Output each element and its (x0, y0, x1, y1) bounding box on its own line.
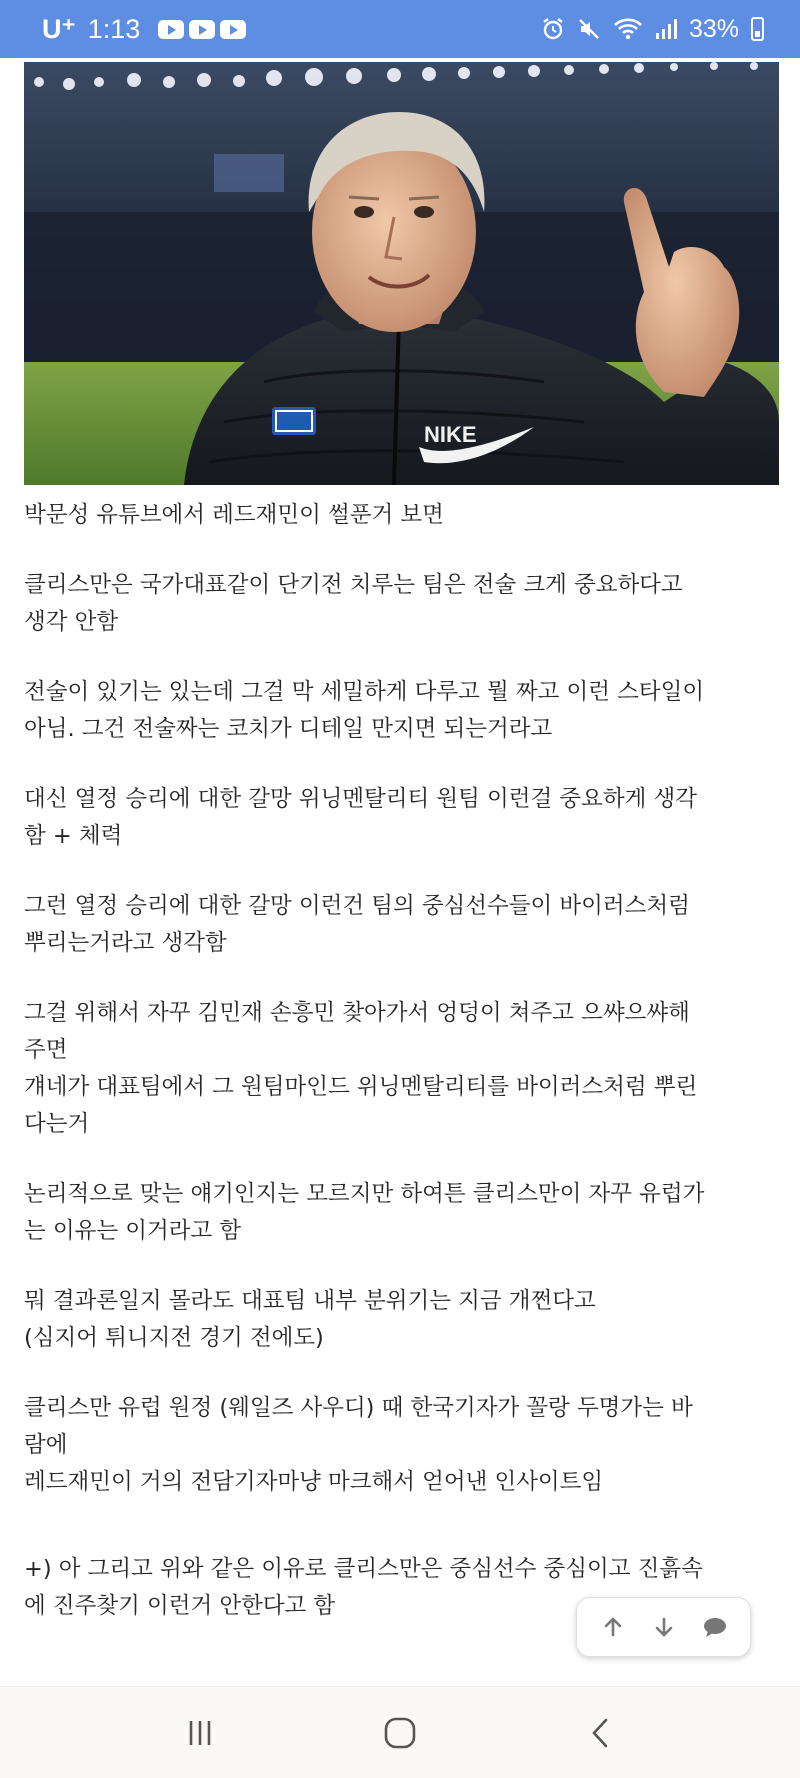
signal-icon (655, 17, 677, 41)
post-text-line: 는 이유는 이거라고 함 (24, 1218, 242, 1244)
jacket-logo-text: NIKE (424, 422, 477, 447)
system-nav-bar (0, 1686, 800, 1778)
post-text-line: 에 진주찾기 이런거 안한다고 함 (24, 1593, 336, 1619)
post-text-line: 그걸 위해서 자꾸 김민재 손흥민 찾아가서 엉덩이 쳐주고 으쌰으쌰해 (24, 1000, 690, 1026)
post-text-line: 박문성 유튜브에서 레드재민이 썰푼거 보면 (24, 502, 444, 528)
alarm-icon (541, 17, 565, 41)
post-text-line: 다는거 (24, 1111, 90, 1137)
arrow-up-icon[interactable] (593, 1607, 633, 1647)
youtube-icon (189, 20, 215, 39)
post-paragraph (24, 1176, 780, 1250)
post-text-line: 걔네가 대표팀에서 그 원팀마인드 위닝멘탈리티를 바이러스처럼 뿌린 (24, 1074, 698, 1100)
post-text-line: 람에 (24, 1432, 68, 1458)
post-text-line: 주면 (24, 1037, 68, 1063)
status-bar-right (541, 15, 764, 44)
post-text-line: 전술이 있기는 있는데 그걸 막 세밀하게 다루고 뭘 짜고 이런 스타일이 (24, 679, 705, 705)
post-text-line: +) 아 그리고 위와 같은 이유로 클리스만은 중심선수 중심이고 진흙속 (24, 1556, 703, 1582)
post-text-line: 레드재민이 거의 전담기자마냥 마크해서 얻어낸 인사이트임 (24, 1469, 604, 1495)
mute-icon (577, 17, 601, 41)
post-text-line: 함 + 체력 (24, 823, 123, 849)
arrow-down-icon[interactable] (644, 1607, 684, 1647)
clock: 1:13 (87, 13, 141, 44)
home-icon[interactable] (370, 1703, 430, 1763)
post-text-line: 생각 안함 (24, 609, 119, 635)
comment-icon[interactable] (695, 1607, 735, 1647)
post-paragraph (24, 497, 780, 534)
post-paragraph (24, 888, 780, 962)
post-paragraph (24, 1283, 780, 1357)
floating-scroll-controls (576, 1597, 751, 1657)
post-text-line: 클리스만은 국가대표같이 단기전 치루는 팀은 전술 크게 중요하다고 (24, 572, 683, 598)
status-bar-left (42, 14, 246, 45)
post-paragraph (24, 674, 780, 748)
post-text-line: 그런 열정 승리에 대한 갈망 이런건 팀의 중심선수들이 바이러스처럼 (24, 893, 690, 919)
post-text-line: 뭐 결과론일지 몰라도 대표팀 내부 분위기는 지금 개쩐다고 (24, 1288, 596, 1314)
post-text-line: 아님. 그건 전술짜는 코치가 디테일 만지면 되는거라고 (24, 716, 553, 742)
youtube-icon (220, 20, 246, 39)
status-bar (0, 0, 800, 58)
carrier-label: U⁺ (42, 13, 76, 44)
post-paragraph (24, 567, 780, 641)
notification-icons (158, 20, 246, 39)
post-paragraph (24, 781, 780, 855)
post-photo (24, 62, 779, 485)
youtube-icon (158, 20, 184, 39)
battery-icon (751, 17, 764, 41)
back-icon[interactable] (570, 1703, 630, 1763)
recent-apps-icon[interactable] (170, 1703, 230, 1763)
wifi-icon (613, 17, 643, 41)
post-text-line: 뿌리는거라고 생각함 (24, 930, 227, 956)
post-text-line: 대신 열정 승리에 대한 갈망 위닝멘탈리티 원팀 이런걸 중요하게 생각 (24, 786, 697, 812)
post-text-line: 논리적으로 맞는 얘기인지는 모르지만 하여튼 클리스만이 자꾸 유럽가 (24, 1181, 705, 1207)
post-paragraph (24, 1390, 780, 1501)
post-text-line: 클리스만 유럽 원정 (웨일즈 사우디) 때 한국기자가 꼴랑 두명가는 바 (24, 1395, 693, 1421)
post-body (24, 497, 780, 1658)
post-paragraph (24, 995, 780, 1143)
battery-percent: 33% (688, 14, 739, 43)
post-text-line: (심지어 튀니지전 경기 전에도) (24, 1325, 324, 1351)
